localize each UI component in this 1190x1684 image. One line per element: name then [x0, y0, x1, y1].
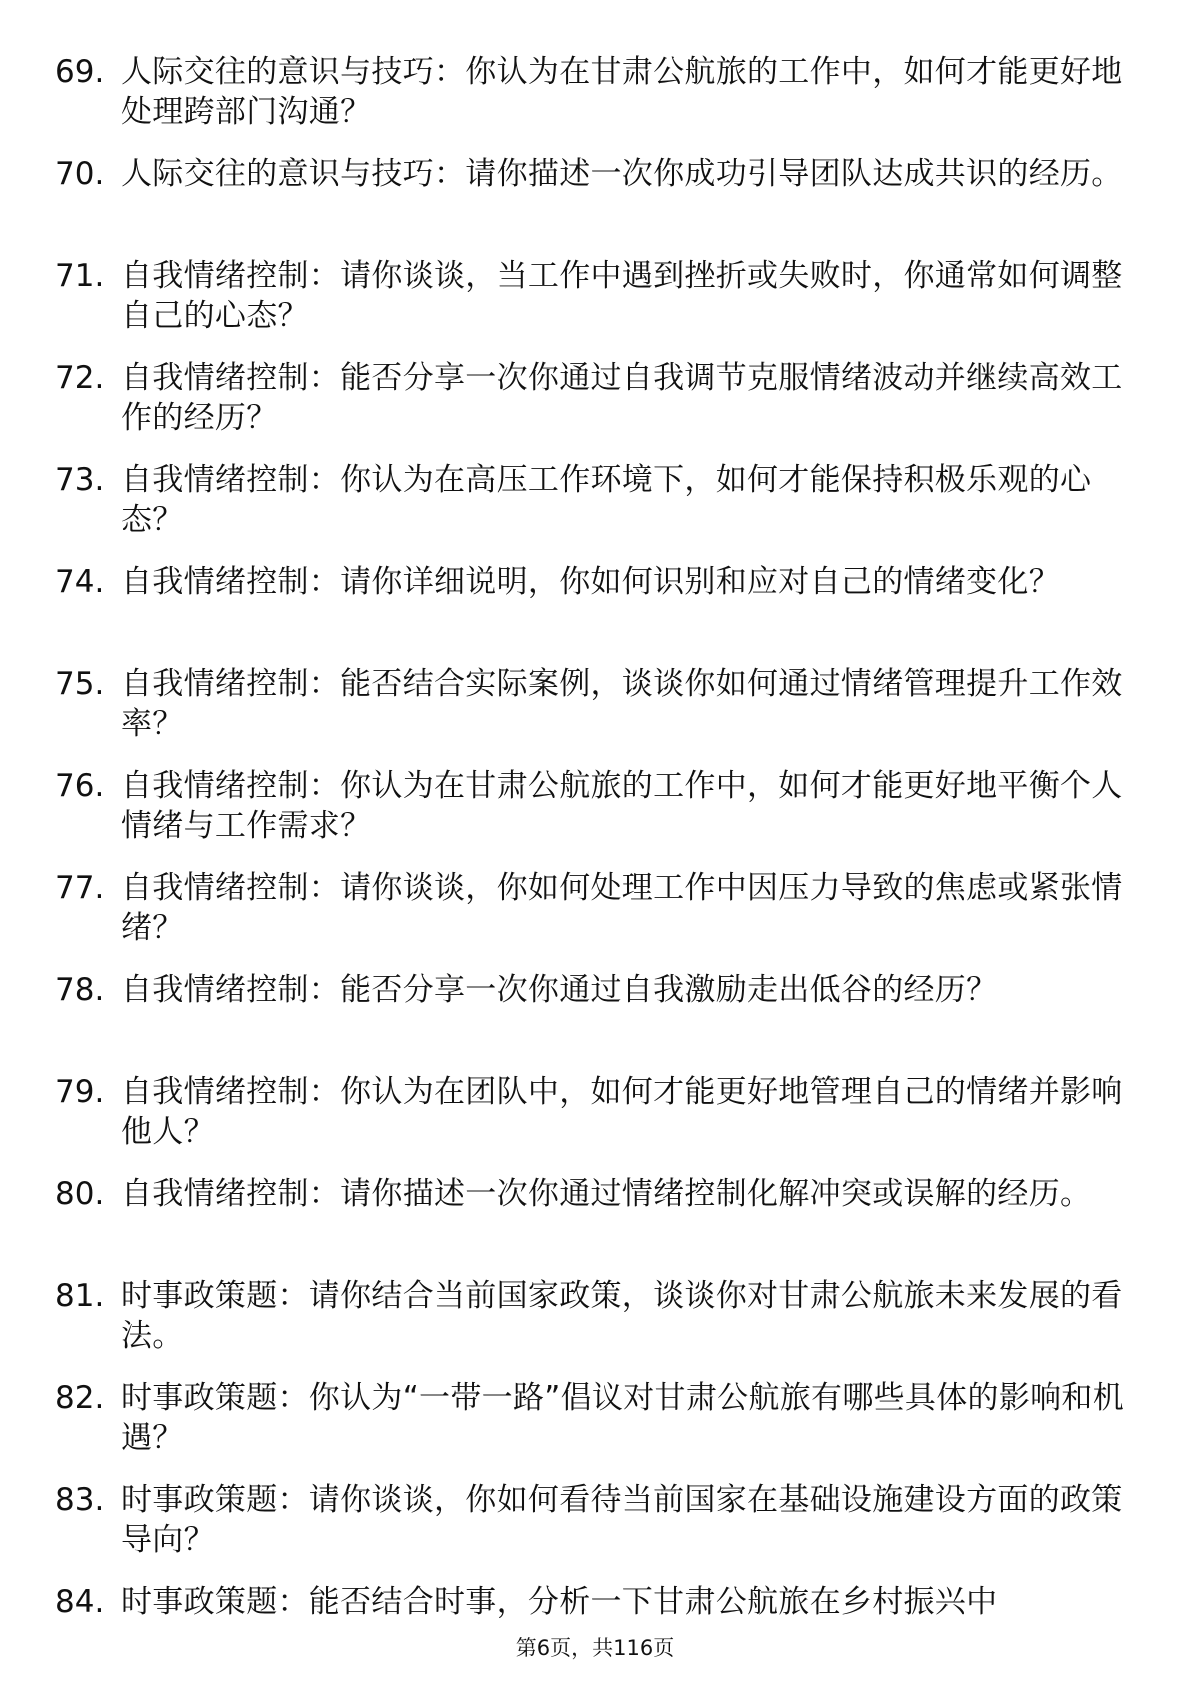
- question-list: [55, 52, 1130, 1684]
- question-item: [55, 52, 1130, 154]
- question-item: [55, 664, 1130, 766]
- question-number: 74.: [55, 564, 105, 600]
- question-item: [55, 1174, 1130, 1276]
- question-number: 69.: [55, 54, 105, 90]
- question-item: [55, 868, 1130, 970]
- question-text: 自我情绪控制：能否结合实际案例，谈谈你如何通过情绪管理提升工作效率？: [121, 666, 1123, 742]
- question-number: 76.: [55, 768, 105, 804]
- question-item: [55, 970, 1130, 1072]
- question-text: 时事政策题：请你结合当前国家政策，谈谈你对甘肃公航旅未来发展的看法。: [121, 1278, 1123, 1354]
- question-text: 自我情绪控制：能否分享一次你通过自我调节克服情绪波动并继续高效工作的经历？: [121, 360, 1123, 436]
- question-number: 72.: [55, 360, 105, 396]
- question-number: 70.: [55, 156, 105, 192]
- question-number: 77.: [55, 870, 105, 906]
- question-text: 时事政策题：你认为“一带一路”倡议对甘肃公航旅有哪些具体的影响和机遇？: [121, 1380, 1125, 1456]
- question-number: 73.: [55, 462, 105, 498]
- question-text: 时事政策题：能否结合时事，分析一下甘肃公航旅在乡村振兴中: [121, 1584, 998, 1620]
- question-text: 自我情绪控制：你认为在团队中，如何才能更好地管理自己的情绪并影响他人？: [121, 1074, 1123, 1150]
- question-item: [55, 1072, 1130, 1174]
- question-number: 81.: [55, 1278, 105, 1314]
- question-item: [55, 766, 1130, 868]
- question-number: 80.: [55, 1176, 105, 1212]
- question-number: 82.: [55, 1380, 105, 1416]
- question-number: 78.: [55, 972, 105, 1008]
- question-number: 75.: [55, 666, 105, 702]
- question-text: 自我情绪控制：请你谈谈，当工作中遇到挫折或失败时，你通常如何调整自己的心态？: [121, 258, 1123, 334]
- question-item: [55, 562, 1130, 664]
- question-item: [55, 1480, 1130, 1582]
- question-text: 自我情绪控制：请你描述一次你通过情绪控制化解冲突或误解的经历。: [121, 1176, 1092, 1212]
- question-text: 时事政策题：请你谈谈，你如何看待当前国家在基础设施建设方面的政策导向？: [121, 1482, 1123, 1558]
- question-item: [55, 256, 1130, 358]
- question-item: [55, 1582, 1130, 1684]
- question-item: [55, 154, 1130, 256]
- question-text: 人际交往的意识与技巧：你认为在甘肃公航旅的工作中，如何才能更好地处理跨部门沟通？: [121, 54, 1123, 130]
- question-number: 84.: [55, 1584, 105, 1620]
- page-footer: 第6页，共116页: [515, 1636, 675, 1660]
- question-text: 人际交往的意识与技巧：请你描述一次你成功引导团队达成共识的经历。: [121, 156, 1123, 192]
- question-number: 83.: [55, 1482, 105, 1518]
- question-item: [55, 1276, 1130, 1378]
- question-text: 自我情绪控制：请你详细说明，你如何识别和应对自己的情绪变化？: [121, 564, 1060, 600]
- question-text: 自我情绪控制：能否分享一次你通过自我激励走出低谷的经历？: [121, 972, 998, 1008]
- question-text: 自我情绪控制：请你谈谈，你如何处理工作中因压力导致的焦虑或紧张情绪？: [121, 870, 1123, 946]
- question-number: 79.: [55, 1074, 105, 1110]
- question-number: 71.: [55, 258, 105, 294]
- question-item: [55, 1378, 1130, 1480]
- question-item: [55, 358, 1130, 460]
- question-text: 自我情绪控制：你认为在甘肃公航旅的工作中，如何才能更好地平衡个人情绪与工作需求？: [121, 768, 1123, 844]
- question-text: 自我情绪控制：你认为在高压工作环境下，如何才能保持积极乐观的心态？: [121, 462, 1092, 538]
- question-item: [55, 460, 1130, 562]
